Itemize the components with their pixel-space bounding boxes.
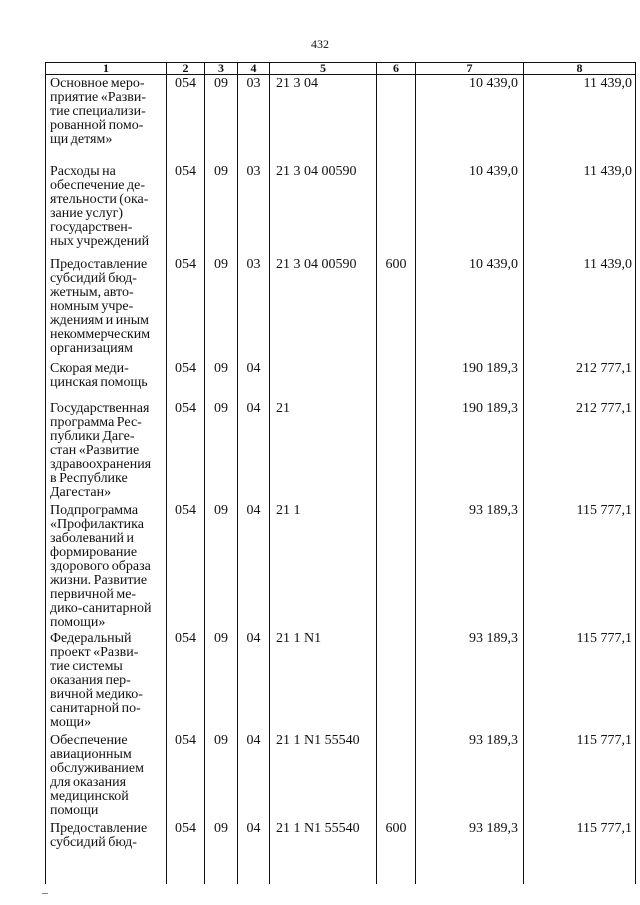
row-name-line: жизни. Развитие	[50, 572, 148, 588]
amount-year-2: 11 439,0	[524, 75, 636, 163]
row-name-line: медицинской	[50, 788, 129, 804]
row-name-line: рованной помо-	[50, 118, 144, 133]
row-name-line: цинская помощь	[50, 374, 148, 390]
row-name-line: Обеспечение	[50, 732, 128, 748]
target-article-code: 21 1 N1 55540	[270, 732, 377, 820]
amount-year-1: 93 189,3	[416, 732, 524, 820]
row-name-line: здравоохранения	[50, 456, 152, 472]
column-header-3: 3	[205, 63, 238, 75]
table-body	[46, 75, 636, 884]
row-name-line: помощи	[50, 802, 99, 818]
expense-type-code	[377, 360, 416, 400]
row-name-line: помощи»	[50, 614, 106, 630]
column-header-7: 7	[416, 63, 524, 75]
row-name-line: мощи»	[50, 714, 92, 730]
row-name-line: некоммерческим	[50, 326, 151, 342]
section-code: 09	[205, 820, 238, 884]
row-name	[46, 502, 167, 630]
section-code: 09	[205, 75, 238, 163]
row-name-line: вичной медико-	[50, 686, 143, 702]
row-name-line: тие системы	[50, 658, 123, 674]
row-name-line: заболеваний и	[50, 530, 134, 546]
subsection-code: 04	[238, 400, 270, 502]
target-article-code: 21 3 04	[270, 75, 377, 163]
amount-year-2: 11 439,0	[524, 256, 636, 360]
ministry-code: 054	[167, 502, 205, 630]
row-name-line: программа Рес-	[50, 414, 142, 430]
subsection-code: 03	[238, 163, 270, 256]
amount-year-2: 212 777,1	[524, 360, 636, 400]
table-row	[46, 75, 636, 163]
target-article-code: 21 3 04 00590	[270, 256, 377, 360]
table-row	[46, 400, 636, 502]
ministry-code: 054	[167, 75, 205, 163]
expense-type-code	[377, 75, 416, 163]
ministry-code: 054	[167, 630, 205, 732]
amount-year-1: 10 439,0	[416, 75, 524, 163]
row-name-line: ятельности (ока-	[50, 191, 149, 207]
expense-type-code	[377, 163, 416, 256]
ministry-code: 054	[167, 256, 205, 360]
column-header-1: 1	[46, 63, 167, 75]
section-code: 09	[205, 360, 238, 400]
row-name-line: Государственная	[50, 400, 150, 416]
amount-year-1: 93 189,3	[416, 502, 524, 630]
section-code: 09	[205, 502, 238, 630]
table-header-row	[46, 63, 636, 75]
amount-year-2: 115 777,1	[524, 732, 636, 820]
column-header-6: 6	[377, 63, 416, 75]
row-name-line: в Республике	[50, 470, 128, 486]
target-article-code: 21 1	[270, 502, 377, 630]
row-name-line: организациям	[50, 340, 133, 356]
row-name-line: зание услуг)	[50, 205, 124, 221]
section-code: 09	[205, 256, 238, 360]
row-name-line: первичной ме-	[50, 586, 137, 602]
row-name-line: оказания пер-	[50, 672, 131, 688]
expense-type-code	[377, 400, 416, 502]
subsection-code: 04	[238, 630, 270, 732]
row-name-line: авиационным	[50, 746, 132, 762]
row-name	[46, 732, 167, 820]
row-name-line: Подпрограмма	[50, 502, 139, 518]
row-name-line: жетным, авто-	[50, 284, 134, 300]
row-name-line: санитарной по-	[50, 700, 141, 716]
table-row	[46, 630, 636, 732]
budget-table	[45, 62, 636, 884]
target-article-code: 21 1 N1 55540	[270, 820, 377, 884]
column-header-2: 2	[167, 63, 205, 75]
row-name-line: тие специализи-	[50, 104, 146, 119]
row-name-line: дико-санитарной	[50, 600, 152, 616]
ministry-code: 054	[167, 163, 205, 256]
row-name-line: Предоставление	[50, 820, 148, 836]
row-name-line: номным учре-	[50, 298, 134, 314]
subsection-code: 03	[238, 256, 270, 360]
row-name	[46, 630, 167, 732]
row-name-line: Федеральный	[50, 630, 132, 646]
table-row	[46, 360, 636, 400]
row-name-line: ных учреждений	[50, 233, 150, 249]
row-name-line: приятие «Разви-	[50, 90, 147, 105]
amount-year-2: 115 777,1	[524, 630, 636, 732]
section-code: 09	[205, 630, 238, 732]
amount-year-2: 115 777,1	[524, 820, 636, 884]
row-name-line: обслуживанием	[50, 760, 145, 776]
table-row	[46, 502, 636, 630]
row-name	[46, 256, 167, 360]
table-row	[46, 732, 636, 820]
page-number: 432	[311, 37, 329, 51]
section-code: 09	[205, 400, 238, 502]
expense-type-code: 600	[377, 256, 416, 360]
scan-mark	[42, 893, 48, 894]
row-name-line: субсидий бюд-	[50, 270, 137, 286]
row-name-line: проект «Разви-	[50, 644, 139, 660]
column-header-5: 5	[270, 63, 377, 75]
expense-type-code	[377, 630, 416, 732]
amount-year-1: 10 439,0	[416, 163, 524, 256]
row-name-line: щи детям»	[50, 132, 113, 147]
amount-year-2: 115 777,1	[524, 502, 636, 630]
column-header-4: 4	[238, 63, 270, 75]
ministry-code: 054	[167, 360, 205, 400]
section-code: 09	[205, 732, 238, 820]
subsection-code: 04	[238, 360, 270, 400]
table-row	[46, 163, 636, 256]
row-name	[46, 400, 167, 502]
amount-year-2: 212 777,1	[524, 400, 636, 502]
row-name-line: здорового образа	[50, 558, 151, 574]
row-name-line: «Профилактика	[50, 516, 144, 532]
row-name	[46, 163, 167, 256]
row-name	[46, 75, 167, 163]
row-name-line: Скорая меди-	[50, 360, 129, 376]
row-name-line: Предоставление	[50, 256, 148, 272]
amount-year-1: 93 189,3	[416, 630, 524, 732]
row-name-line: обеспечение де-	[50, 177, 146, 193]
row-name	[46, 360, 167, 400]
row-name-line: ждениям и иным	[50, 312, 150, 328]
target-article-code: 21	[270, 400, 377, 502]
target-article-code: 21 1 N1	[270, 630, 377, 732]
table-row	[46, 256, 636, 360]
subsection-code: 03	[238, 75, 270, 163]
row-name-line: для оказания	[50, 774, 127, 790]
target-article-code	[270, 360, 377, 400]
row-name-line: Основное меро-	[50, 76, 145, 91]
target-article-code: 21 3 04 00590	[270, 163, 377, 256]
row-name	[46, 820, 167, 884]
expense-type-code	[377, 732, 416, 820]
subsection-code: 04	[238, 732, 270, 820]
amount-year-2: 11 439,0	[524, 163, 636, 256]
row-name-line: Расходы на	[50, 163, 116, 179]
table-row	[46, 820, 636, 884]
subsection-code: 04	[238, 502, 270, 630]
subsection-code: 04	[238, 820, 270, 884]
row-name-line: формирование	[50, 544, 138, 560]
section-code: 09	[205, 163, 238, 256]
row-name-line: государствен-	[50, 219, 133, 235]
ministry-code: 054	[167, 400, 205, 502]
column-header-8: 8	[524, 63, 636, 75]
amount-year-1: 190 189,3	[416, 360, 524, 400]
row-name-line: публики Даге-	[50, 428, 135, 444]
amount-year-1: 93 189,3	[416, 820, 524, 884]
row-name-line: Дагестан»	[50, 484, 112, 500]
row-name-line: стан «Развитие	[50, 442, 140, 458]
expense-type-code: 600	[377, 820, 416, 884]
ministry-code: 054	[167, 732, 205, 820]
amount-year-1: 190 189,3	[416, 400, 524, 502]
expense-type-code	[377, 502, 416, 630]
ministry-code: 054	[167, 820, 205, 884]
row-name-line: субсидий бюд-	[50, 834, 137, 850]
amount-year-1: 10 439,0	[416, 256, 524, 360]
